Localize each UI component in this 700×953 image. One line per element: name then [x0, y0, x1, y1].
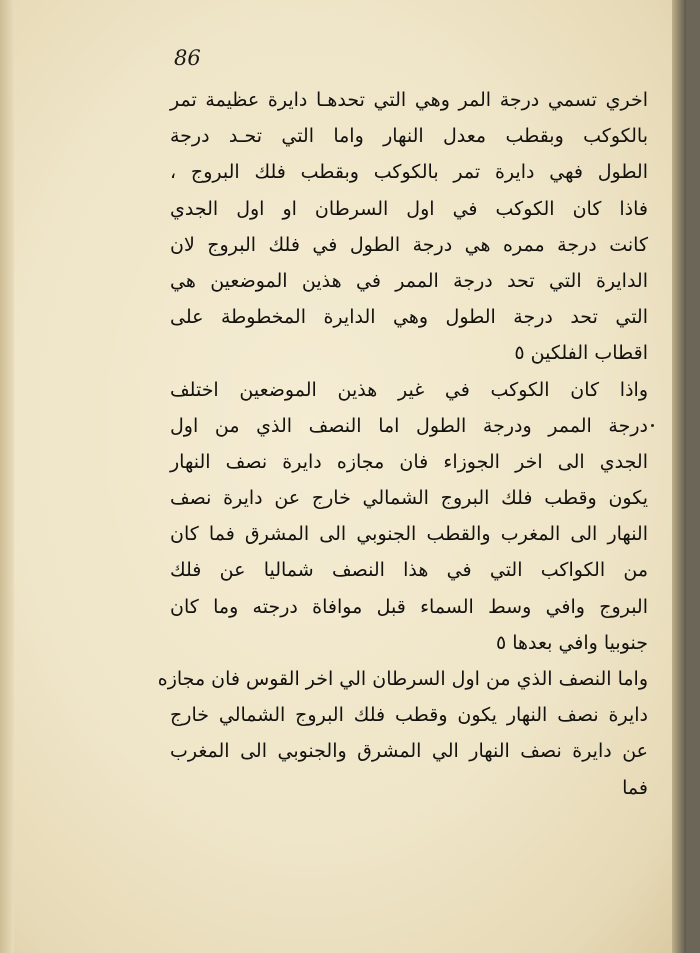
text-line: درجة الممر ودرجة الطول اما النصف الذي من اول: [170, 414, 648, 437]
text-line: يكون وقطب فلك البروج الشمالي خارج عن دايرة نصف: [170, 487, 648, 510]
page-number: 86: [174, 46, 201, 70]
text-block: [157, 82, 648, 806]
text-line: دايرة نصف النهار يكون وقطب فلك البروج الشمالي خارج: [170, 704, 648, 727]
text-line: الطول فهي دايرة تمر بالكوكب وبقطب فلك البروج ،: [170, 161, 648, 184]
text-line: جنوبيا وافي بعدها ٥: [495, 631, 648, 654]
page-binding-edge: [0, 0, 14, 953]
text-line: فاذا كان الكوكب في اول السرطان او اول الجدي: [170, 197, 648, 220]
text-line: النهار الى المغرب والقطب الجنوبي الى المشرق فما كان: [170, 523, 648, 546]
text-line: الدايرة التي تحد درجة الممر في هذين الموضعين هي: [170, 269, 648, 292]
text-line: بالكوكب وبقطب معدل النهار واما التي تحـد درجة: [170, 125, 648, 148]
text-line: اقطاب الفلكين ٥: [514, 342, 648, 365]
text-line: كانت درجة ممره هي درجة الطول في فلك البروج لان: [170, 233, 648, 256]
text-line: الجدي الى اخر الجوزاء فان مجازه دايرة نصف النهار: [170, 450, 648, 473]
text-line: البروج وافي وسط السماء قبل موافاة درجته وما كان: [170, 595, 648, 618]
text-line: واما النصف الذي من اول السرطان الي اخر القوس فان مجازه: [157, 668, 648, 690]
text-line: اخري تسمي درجة المر وهي التي تحدهـا دايرة عظيمة تمر: [170, 89, 648, 111]
text-line: عن دايرة نصف النهار الي المشرق والجنوبي الى المغرب: [170, 740, 648, 763]
text-line: من الكواكب التي في هذا النصف شماليا عن فلك: [170, 559, 648, 582]
text-line: فما: [622, 776, 648, 799]
text-line: واذا كان الكوكب في غير هذين الموضعين اختلف: [170, 378, 648, 401]
text-line: التي تحد درجة الطول وهي الدايرة المخطوطة على: [170, 306, 648, 329]
margin-mark: [651, 424, 654, 427]
page-outer-edge: [672, 0, 686, 953]
